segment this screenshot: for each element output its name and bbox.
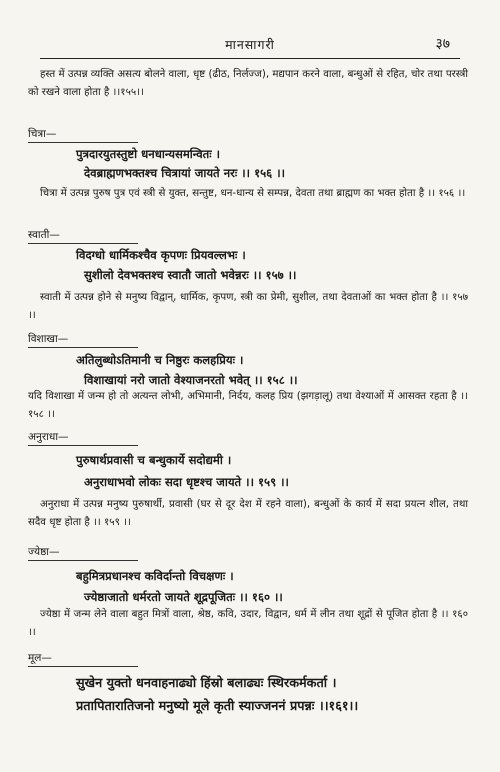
section-rule — [28, 445, 138, 446]
paragraph-hasta-meaning: हस्त में उत्पन्न व्यक्ति असत्य बोलने वाला, धृष्ट (ढीठ, निर्लज्ज), मद्यपान करने वाला, बन्धुओं से रहित, चोर तथा परस्त्री को रखने वाला होता है ।।१५५।। — [28, 69, 468, 98]
section-heading-mula: मूल— — [28, 652, 52, 664]
header-rule — [40, 58, 460, 59]
section-heading-anuradha: अनुराधा— — [28, 431, 69, 443]
paragraph-anuradha-meaning: अनुराधा में उत्पन्न मनुष्य पुरुषार्थी, प्रवासी (घर से दूर देश में रहने वाला), बन्धुओं के कार्य में सदा प्रयत्न शील, तथा सदैव धृष्ट होता है ।। १५९ ।। — [28, 499, 468, 528]
verse-line: देवब्राह्मणभक्तश्च चित्रायां जायते नरः ।। १५६ ।। — [84, 166, 285, 180]
section-heading-vishakha: विशाखा— — [28, 333, 69, 345]
verse-line: प्रतापितारातिजनो मनुष्यो मूले कृती स्याज्जननं प्रपन्नः ।।१६१।। — [76, 699, 359, 714]
verse-line: पुरुषार्थप्रवासी च बन्धुकार्ये सदोद्यमी । — [76, 453, 232, 467]
section-rule — [28, 666, 138, 667]
page-number: ३७ — [435, 36, 450, 52]
verse-line: बहुमित्रप्रधानश्च कविर्दान्तो विचक्षणः । — [76, 569, 234, 583]
verse-line: विदग्धो धार्मिकश्चैव कृपणः प्रियवल्लभः । — [76, 248, 246, 262]
section-heading-chitra: चित्रा— — [28, 128, 57, 140]
paragraph-chitra-meaning: चित्रा में उत्पन्न पुरुष पुत्र एवं स्त्री से युक्त, सन्तुष्ट, धन-धान्य से सम्पन्न, देवता तथा ब्राह्मण का भक्त होता है ।। १५६ ।। — [40, 188, 466, 199]
paragraph-swati-meaning: स्वाती में उत्पन्न होने से मनुष्य विद्वान्, धार्मिक, कृपण, स्त्री का प्रेमी, सुशील, तथा देवताओं का भक्त होता है ।। १५७ ।। — [28, 292, 468, 321]
verse-line: ज्येष्ठाजातो धर्मरतो जायते शूद्रपूजितः ।। १६० ।। — [84, 590, 283, 604]
verse-line: सुखेन युक्तो धनवाहनाढ्यो हिंस्रो बलाढ्यः स्थिरकर्मकर्ता । — [76, 676, 337, 691]
running-title: मानसागरी — [225, 37, 275, 52]
page-header — [0, 34, 500, 54]
section-rule — [28, 243, 138, 244]
paragraph-vishakha-meaning: यदि विशाखा में जन्म हो तो अत्यन्त लोभी, अभिमानी, निर्दय, कलह प्रिय (झगड़ालू) तथा वेश्याओं में आसक्त रहता है ।। १५८ ।। — [28, 391, 468, 420]
verse-line: अतिलुब्धोऽतिमानी च निष्ठुरः कलहप्रियः । — [76, 353, 244, 367]
section-rule — [28, 347, 138, 348]
section-rule — [28, 142, 138, 143]
verse-line: सुशीलो देवभक्तश्च स्वातौ जातो भवेन्नरः ।। १५७ ।। — [84, 268, 297, 282]
paragraph-jyeshtha-meaning: ज्येष्ठा में जन्म लेने वाला बहुत मित्रों वाला, श्रेष्ठ, कवि, उदार, विद्वान, धर्म में लीन तथा शूद्रों से पूजित होता है ।। १६० ।। — [28, 609, 468, 638]
section-rule — [28, 560, 138, 561]
section-heading-swati: स्वाती— — [28, 229, 60, 241]
section-heading-jyeshtha: ज्येष्ठा— — [28, 546, 60, 558]
verse-line: पुत्रदारयुतस्तुष्टो धनधान्यसमन्वितः । — [76, 147, 221, 161]
verse-line: अनुराधाभवो लोकः सदा धृष्टश्च जायते ।। १५९ ।। — [84, 475, 289, 489]
verse-line: विशाखायां नरो जातो वेश्याजनरतो भवेत् ।। १५८ ।। — [84, 373, 298, 387]
